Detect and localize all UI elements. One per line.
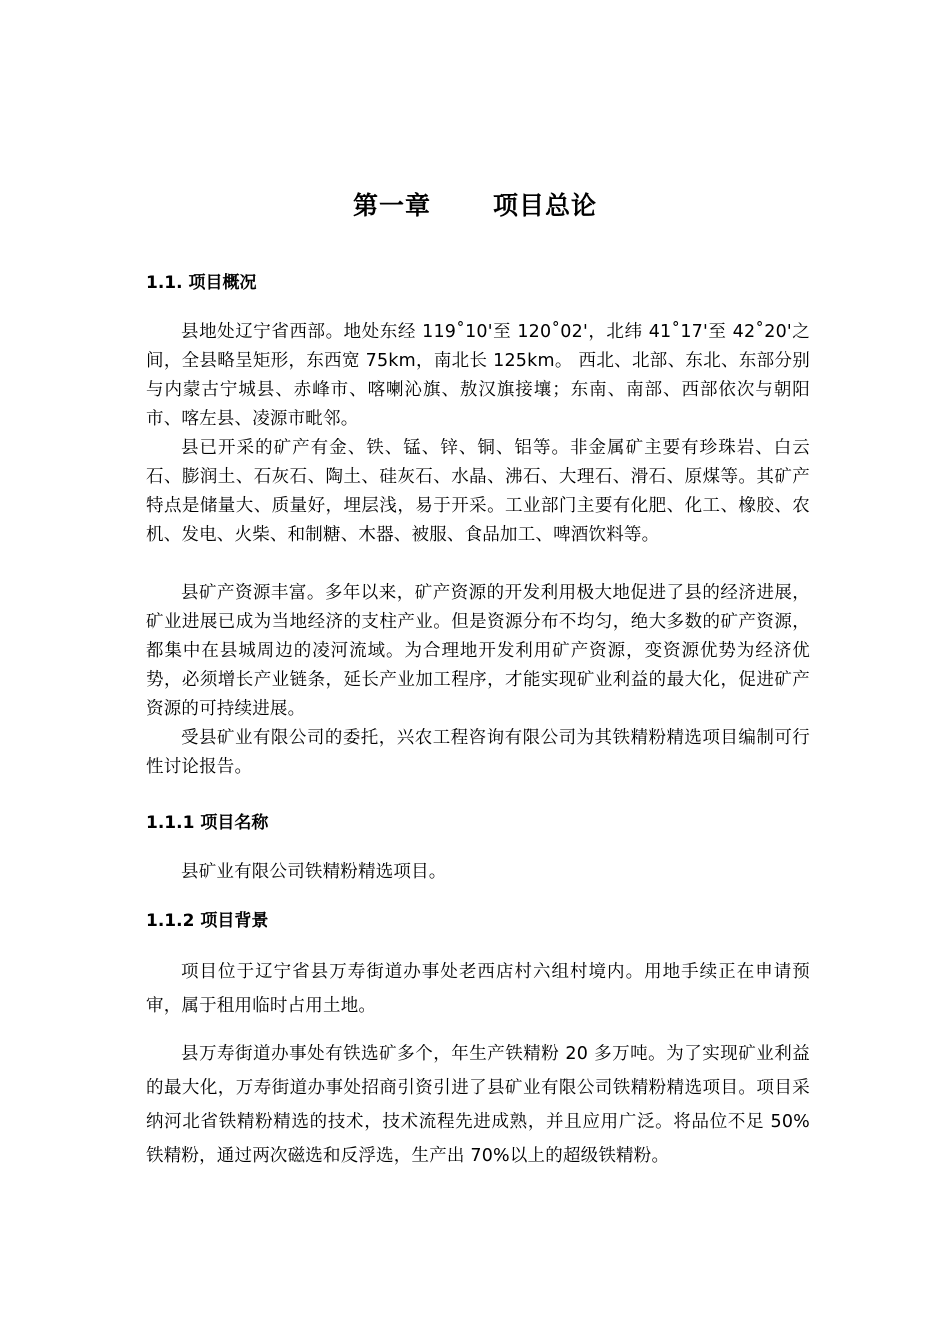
section-heading-1-1-1: 1.1.1 项目名称 [146, 813, 269, 833]
paragraph-project-site: 项目位于辽宁省县万寿街道办事处老西店村六组村境内。用地手续正在申请预审，属于租用临时占用土地。 [146, 962, 810, 1016]
paragraph-project-name: 县矿业有限公司铁精粉精选项目。 [181, 862, 447, 882]
chapter-title [0, 186, 950, 222]
section-heading-1-1: 1.1. 项目概况 [146, 273, 257, 293]
paragraph-background: 县万寿街道办事处有铁选矿多个，年生产铁精粉 20 多万吨。为了实现矿业利益的最大化，万寿街道办事处招商引资引进了县矿业有限公司铁精粉精选项目。项目采纳河北省铁精粉精选的技术，技术流程先进成熟，并且应用广泛。将品位不足 50%铁精粉，通过两次磁选和反浮选，生产出 70%以上的超级铁精粉。 [146, 1044, 810, 1166]
paragraph-minerals: 县已开采的矿产有金、铁、锰、锌、铜、铝等。非金属矿主要有珍珠岩、白云石、膨润土、石灰石、陶土、硅灰石、水晶、沸石、大理石、滑石、原煤等。其矿产特点是储量大、质量好，埋层浅，易于开采。工业部门主要有化肥、化工、橡胶、农机、发电、火柴、和制糖、木器、被服、食品加工、啤酒饮料等。 [146, 438, 810, 545]
chapter-name: 项目总论 [493, 191, 598, 220]
paragraph-resources: 县矿产资源丰富。多年以来，矿产资源的开发利用极大地促进了县的经济进展，矿业进展已成为当地经济的支柱产业。但是资源分布不均匀，绝大多数的矿产资源，都集中在县城周边的凌河流域。为合理地开发利用矿产资源，变资源优势为经济优势，必须增长产业链条，延长产业加工程序，才能实现矿业利益的最大化，促进矿产资源的可持续进展。 [146, 583, 810, 719]
paragraph-commission: 受县矿业有限公司的委托，兴农工程咨询有限公司为其铁精粉精选项目编制可行性讨论报告。 [146, 728, 810, 777]
paragraph-location: 县地处辽宁省西部。地处东经 119˚10'至 120˚02'，北纬 41˚17'至 42˚20'之间，全县略呈矩形，东西宽 75km，南北长 125km。 西北、北部、东北、东部分别与内蒙古宁城县、赤峰市、喀喇沁旗、敖汉旗接壤；东南、南部、西部依次与朝阳市、喀左县、凌源市毗邻。 [146, 322, 810, 429]
chapter-number: 第一章 [352, 191, 431, 220]
section-heading-1-1-2: 1.1.2 项目背景 [146, 911, 269, 931]
